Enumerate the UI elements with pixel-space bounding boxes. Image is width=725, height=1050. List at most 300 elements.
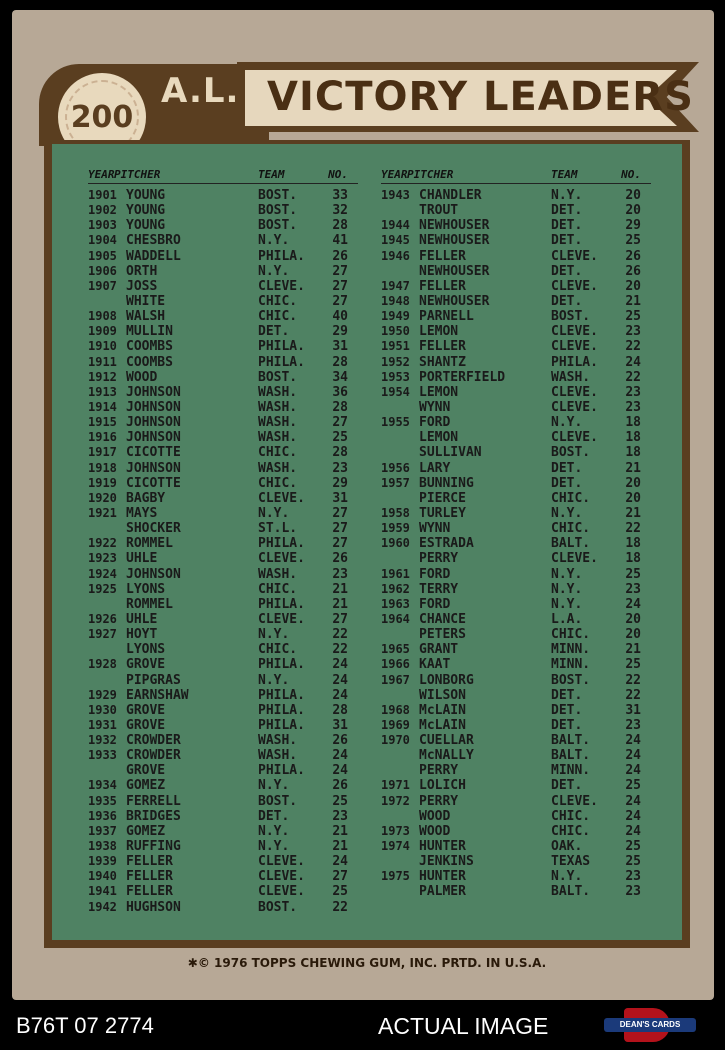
table-row (88, 445, 358, 460)
table-row (381, 763, 651, 778)
team-cell: WASH. (258, 460, 298, 476)
pitcher-cell: JOHNSON (126, 566, 181, 582)
pitcher-cell: YOUNG (126, 188, 166, 203)
year-cell: 1939 (88, 854, 117, 869)
pitcher-cell: PERRY (419, 793, 459, 809)
pitcher-cell: McLAIN (419, 702, 466, 718)
actual-image-label: ACTUAL IMAGE (378, 1013, 549, 1039)
team-cell: DET. (551, 687, 583, 703)
team-cell: CLEVE. (551, 248, 598, 264)
pitcher-cell: TROUT (419, 203, 459, 219)
wins-cell: 24 (332, 748, 348, 764)
year-cell: 1954 (381, 384, 410, 399)
year-cell: 1925 (88, 581, 117, 596)
year-cell: 1912 (88, 369, 117, 384)
team-cell: WASH. (551, 369, 591, 385)
pitcher-cell: HUNTER (419, 869, 466, 885)
wins-cell: 26 (332, 778, 348, 794)
inventory-code: B76T 07 2774 (16, 1013, 154, 1038)
table-row (88, 218, 358, 233)
wins-cell: 25 (332, 793, 348, 809)
wins-cell: 24 (332, 672, 348, 688)
year-cell: 1936 (88, 808, 117, 823)
header-year: YEAR (381, 168, 408, 181)
table-row (88, 657, 358, 672)
team-cell: DET. (551, 233, 583, 249)
wins-cell: 23 (625, 399, 641, 415)
table-row (88, 567, 358, 582)
table-row (88, 778, 358, 793)
team-cell: PHILA. (258, 536, 305, 552)
table-row (88, 824, 358, 839)
team-cell: MINN. (551, 763, 591, 779)
table-row (88, 627, 358, 642)
table-row (381, 718, 651, 733)
table-row (381, 567, 651, 582)
wins-cell: 21 (625, 505, 641, 521)
year-cell: 1918 (88, 460, 117, 475)
wins-cell: 25 (625, 657, 641, 673)
pitcher-cell: PERRY (419, 551, 459, 567)
team-cell: BOST. (258, 218, 298, 234)
wins-cell: 24 (625, 596, 641, 612)
pitcher-cell: PERRY (419, 763, 459, 779)
table-row (381, 597, 651, 612)
wins-cell: 20 (625, 627, 641, 643)
table-row (381, 430, 651, 445)
wins-cell: 25 (625, 778, 641, 794)
wins-cell: 24 (332, 687, 348, 703)
wins-cell: 21 (625, 642, 641, 658)
pitcher-cell: LEMON (419, 384, 459, 400)
pitcher-cell: JOHNSON (126, 415, 181, 431)
table-row (381, 854, 651, 869)
wins-cell: 32 (332, 203, 348, 219)
wins-cell: 24 (332, 763, 348, 779)
year-cell: 1948 (381, 293, 410, 308)
wins-cell: 34 (332, 369, 348, 385)
pitcher-cell: NEWHOUSER (419, 233, 490, 249)
table-row (381, 824, 651, 839)
header-no: NO. (621, 168, 641, 181)
year-cell: 1957 (381, 475, 410, 490)
wins-cell: 23 (625, 324, 641, 340)
year-cell: 1929 (88, 687, 117, 702)
wins-cell: 26 (332, 551, 348, 567)
pitcher-cell: GOMEZ (126, 778, 166, 794)
team-cell: TEXAS (551, 854, 591, 870)
pitcher-cell: PIERCE (419, 490, 466, 506)
year-cell: 1942 (88, 899, 117, 914)
wins-cell: 31 (625, 702, 641, 718)
year-cell: 1949 (381, 309, 410, 324)
table-row (88, 400, 358, 415)
team-cell: CLEVE. (551, 793, 598, 809)
pitcher-cell: JOHNSON (126, 460, 181, 476)
wins-cell: 25 (332, 884, 348, 900)
year-cell: 1926 (88, 611, 117, 626)
year-cell: 1941 (88, 884, 117, 899)
year-cell: 1955 (381, 415, 410, 430)
table-row (88, 884, 358, 899)
table-row (88, 491, 358, 506)
year-cell: 1938 (88, 839, 117, 854)
table-row (381, 657, 651, 672)
year-cell: 1964 (381, 611, 410, 626)
team-cell: PHILA. (258, 717, 305, 733)
wins-cell: 31 (332, 717, 348, 733)
team-cell: CHIC. (551, 490, 591, 506)
team-cell: DET. (551, 475, 583, 491)
year-cell: 1904 (88, 233, 117, 248)
team-cell: PHILA. (258, 596, 305, 612)
pitcher-cell: WALSH (126, 309, 166, 325)
table-row (381, 794, 651, 809)
table-row (381, 582, 651, 597)
year-cell: 1922 (88, 536, 117, 551)
pitcher-cell: EARNSHAW (126, 687, 189, 703)
team-cell: CLEVE. (258, 551, 305, 567)
year-cell: 1962 (381, 581, 410, 596)
year-cell: 1907 (88, 278, 117, 293)
wins-cell: 27 (332, 611, 348, 627)
table-row (88, 748, 358, 763)
deans-cards-logo (604, 1008, 696, 1042)
pitcher-cell: CUELLAR (419, 733, 474, 749)
table-row (381, 839, 651, 854)
header-team: TEAM (258, 168, 285, 181)
year-cell: 1963 (381, 596, 410, 611)
year-cell: 1910 (88, 339, 117, 354)
year-cell: 1966 (381, 657, 410, 672)
pitcher-cell: GROVE (126, 702, 166, 718)
team-cell: PHILA. (258, 763, 305, 779)
wins-cell: 20 (625, 203, 641, 219)
table-row (381, 279, 651, 294)
team-cell: BOST. (258, 203, 298, 219)
table-row (381, 309, 651, 324)
pitcher-cell: BRIDGES (126, 808, 181, 824)
year-cell: 1906 (88, 263, 117, 278)
wins-cell: 21 (332, 596, 348, 612)
table-row (88, 233, 358, 248)
pitcher-cell: YOUNG (126, 203, 166, 219)
team-cell: DET. (551, 778, 583, 794)
wins-cell: 18 (625, 445, 641, 461)
leaders-table-left (88, 168, 358, 915)
leaders-table-right (381, 168, 651, 900)
year-cell: 1909 (88, 324, 117, 339)
wins-cell: 20 (625, 475, 641, 491)
pitcher-cell: MAYS (126, 505, 158, 521)
pitcher-cell: KAAT (419, 657, 451, 673)
team-cell: PHILA. (258, 657, 305, 673)
team-cell: BOST. (551, 672, 591, 688)
team-cell: CHIC. (258, 309, 298, 325)
team-cell: N.Y. (551, 596, 583, 612)
team-cell: CLEVE. (258, 884, 305, 900)
table-row (88, 385, 358, 400)
pitcher-cell: FORD (419, 566, 451, 582)
table-row (381, 673, 651, 688)
year-cell: 1923 (88, 551, 117, 566)
table-row (88, 339, 358, 354)
team-cell: CHIC. (551, 627, 591, 643)
table-row (88, 900, 358, 915)
pitcher-cell: ROMMEL (126, 596, 173, 612)
pitcher-cell: NEWHOUSER (419, 293, 490, 309)
header-team: TEAM (551, 168, 578, 181)
team-cell: CLEVE. (258, 611, 305, 627)
table-row (381, 551, 651, 566)
card-header (39, 58, 694, 150)
table-row (88, 264, 358, 279)
wins-cell: 18 (625, 551, 641, 567)
table-row (88, 642, 358, 657)
pitcher-cell: COOMBS (126, 354, 173, 370)
year-cell: 1961 (381, 566, 410, 581)
wins-cell: 29 (625, 218, 641, 234)
table-row (381, 324, 651, 339)
table-row (381, 445, 651, 460)
table-row (381, 233, 651, 248)
pitcher-cell: COOMBS (126, 339, 173, 355)
header-pitcher: PITCHER (114, 168, 161, 181)
wins-cell: 25 (625, 839, 641, 855)
card-number: 200 (70, 99, 134, 135)
pitcher-cell: NEWHOUSER (419, 263, 490, 279)
pitcher-cell: LEMON (419, 430, 459, 446)
table-row (381, 264, 651, 279)
table-row (381, 203, 651, 218)
table-row (88, 582, 358, 597)
wins-cell: 22 (332, 642, 348, 658)
wins-cell: 26 (332, 733, 348, 749)
team-cell: WASH. (258, 733, 298, 749)
table-row (88, 763, 358, 778)
year-cell: 1911 (88, 354, 117, 369)
table-row (381, 869, 651, 884)
wins-cell: 27 (332, 278, 348, 294)
pitcher-cell: JENKINS (419, 854, 474, 870)
team-cell: WASH. (258, 748, 298, 764)
wins-cell: 33 (332, 188, 348, 203)
wins-cell: 25 (625, 233, 641, 249)
year-cell: 1975 (381, 869, 410, 884)
header-pitcher: PITCHER (407, 168, 454, 181)
team-cell: PHILA. (258, 339, 305, 355)
pitcher-cell: FELLER (419, 248, 466, 264)
wins-cell: 26 (332, 248, 348, 264)
wins-cell: 20 (625, 611, 641, 627)
year-cell: 1920 (88, 490, 117, 505)
year-cell: 1915 (88, 415, 117, 430)
pitcher-cell: BUNNING (419, 475, 474, 491)
wins-cell: 27 (332, 521, 348, 537)
team-cell: CLEVE. (258, 490, 305, 506)
year-cell: 1947 (381, 278, 410, 293)
pitcher-cell: FELLER (126, 869, 173, 885)
year-cell: 1931 (88, 717, 117, 732)
pitcher-cell: ORTH (126, 263, 158, 279)
team-cell: L.A. (551, 611, 583, 627)
team-cell: N.Y. (258, 263, 290, 279)
wins-cell: 28 (332, 354, 348, 370)
year-cell: 1973 (381, 823, 410, 838)
team-cell: BOST. (258, 793, 298, 809)
pitcher-cell: GROVE (126, 763, 166, 779)
wins-cell: 23 (625, 884, 641, 900)
team-cell: CLEVE. (551, 339, 598, 355)
pitcher-cell: GROVE (126, 657, 166, 673)
pitcher-cell: SHANTZ (419, 354, 466, 370)
wins-cell: 20 (625, 278, 641, 294)
wins-cell: 29 (332, 324, 348, 340)
pitcher-cell: HUGHSON (126, 899, 181, 915)
year-cell: 1930 (88, 702, 117, 717)
wins-cell: 23 (332, 460, 348, 476)
team-cell: WASH. (258, 566, 298, 582)
team-cell: CHIC. (258, 293, 298, 309)
pitcher-cell: WOOD (419, 823, 451, 839)
table-row (381, 748, 651, 763)
wins-cell: 22 (625, 521, 641, 537)
table-row (381, 506, 651, 521)
pitcher-cell: LEMON (419, 324, 459, 340)
wins-cell: 24 (625, 823, 641, 839)
wins-cell: 27 (332, 293, 348, 309)
wins-cell: 23 (332, 808, 348, 824)
pitcher-cell: WOOD (419, 808, 451, 824)
pitcher-cell: LONBORG (419, 672, 474, 688)
year-cell: 1952 (381, 354, 410, 369)
pitcher-cell: FELLER (419, 278, 466, 294)
team-cell: N.Y. (258, 505, 290, 521)
wins-cell: 28 (332, 218, 348, 234)
table-header (381, 168, 651, 184)
card-title: VICTORY LEADERS (267, 74, 694, 120)
team-cell: BOST. (258, 188, 298, 203)
wins-cell: 27 (332, 869, 348, 885)
pitcher-cell: JOHNSON (126, 430, 181, 446)
pitcher-cell: CHANDLER (419, 188, 482, 203)
team-cell: BOST. (258, 899, 298, 915)
team-cell: PHILA. (258, 702, 305, 718)
logo-text: DEAN'S CARDS (604, 1018, 696, 1032)
wins-cell: 23 (625, 384, 641, 400)
pitcher-cell: FERRELL (126, 793, 181, 809)
wins-cell: 36 (332, 384, 348, 400)
team-cell: DET. (551, 702, 583, 718)
table-row (88, 794, 358, 809)
team-cell: N.Y. (551, 869, 583, 885)
team-cell: CLEVE. (258, 854, 305, 870)
team-cell: WASH. (258, 399, 298, 415)
team-cell: DET. (551, 717, 583, 733)
pitcher-cell: FORD (419, 415, 451, 431)
year-cell: 1960 (381, 536, 410, 551)
pitcher-cell: WADDELL (126, 248, 181, 264)
wins-cell: 28 (332, 702, 348, 718)
wins-cell: 22 (625, 672, 641, 688)
year-cell: 1934 (88, 778, 117, 793)
table-row (88, 673, 358, 688)
year-cell: 1958 (381, 505, 410, 520)
pitcher-cell: GROVE (126, 717, 166, 733)
table-row (381, 733, 651, 748)
pitcher-cell: GRANT (419, 642, 459, 658)
team-cell: N.Y. (551, 505, 583, 521)
wins-cell: 22 (625, 687, 641, 703)
wins-cell: 24 (625, 793, 641, 809)
wins-cell: 23 (625, 869, 641, 885)
table-row (88, 249, 358, 264)
wins-cell: 22 (332, 899, 348, 915)
team-cell: CLEVE. (551, 278, 598, 294)
table-row (88, 506, 358, 521)
table-row (88, 203, 358, 218)
pitcher-cell: SULLIVAN (419, 445, 482, 461)
year-cell: 1953 (381, 369, 410, 384)
team-cell: BALT. (551, 733, 591, 749)
pitcher-cell: FORD (419, 596, 451, 612)
team-cell: N.Y. (551, 566, 583, 582)
table-row (381, 249, 651, 264)
team-cell: DET. (551, 293, 583, 309)
year-cell: 1944 (381, 218, 410, 233)
table-row (88, 309, 358, 324)
header-no: NO. (328, 168, 348, 181)
table-row (88, 809, 358, 824)
year-cell: 1967 (381, 672, 410, 687)
table-row (381, 218, 651, 233)
table-row (88, 294, 358, 309)
pitcher-cell: JOHNSON (126, 399, 181, 415)
team-cell: N.Y. (258, 233, 290, 249)
year-cell: 1927 (88, 627, 117, 642)
wins-cell: 18 (625, 536, 641, 552)
table-row (381, 491, 651, 506)
wins-cell: 22 (625, 369, 641, 385)
team-cell: OAK. (551, 839, 583, 855)
team-cell: MINN. (551, 657, 591, 673)
wins-cell: 24 (625, 354, 641, 370)
wins-cell: 20 (625, 490, 641, 506)
table-row (88, 854, 358, 869)
pitcher-cell: PORTERFIELD (419, 369, 506, 385)
team-cell: CLEVE. (551, 384, 598, 400)
table-row (88, 521, 358, 536)
year-cell: 1905 (88, 248, 117, 263)
pitcher-cell: LOLICH (419, 778, 466, 794)
team-cell: BOST. (551, 309, 591, 325)
year-cell: 1965 (381, 642, 410, 657)
table-row (88, 839, 358, 854)
year-cell: 1903 (88, 218, 117, 233)
pitcher-cell: MULLIN (126, 324, 173, 340)
pitcher-cell: TERRY (419, 581, 459, 597)
table-row (381, 627, 651, 642)
pitcher-cell: PETERS (419, 627, 466, 643)
team-cell: DET. (258, 324, 290, 340)
pitcher-cell: CHESBRO (126, 233, 181, 249)
pitcher-cell: WYNN (419, 521, 451, 537)
table-row (381, 415, 651, 430)
year-cell: 1971 (381, 778, 410, 793)
year-cell: 1928 (88, 657, 117, 672)
table-row (88, 718, 358, 733)
team-cell: CHIC. (258, 445, 298, 461)
